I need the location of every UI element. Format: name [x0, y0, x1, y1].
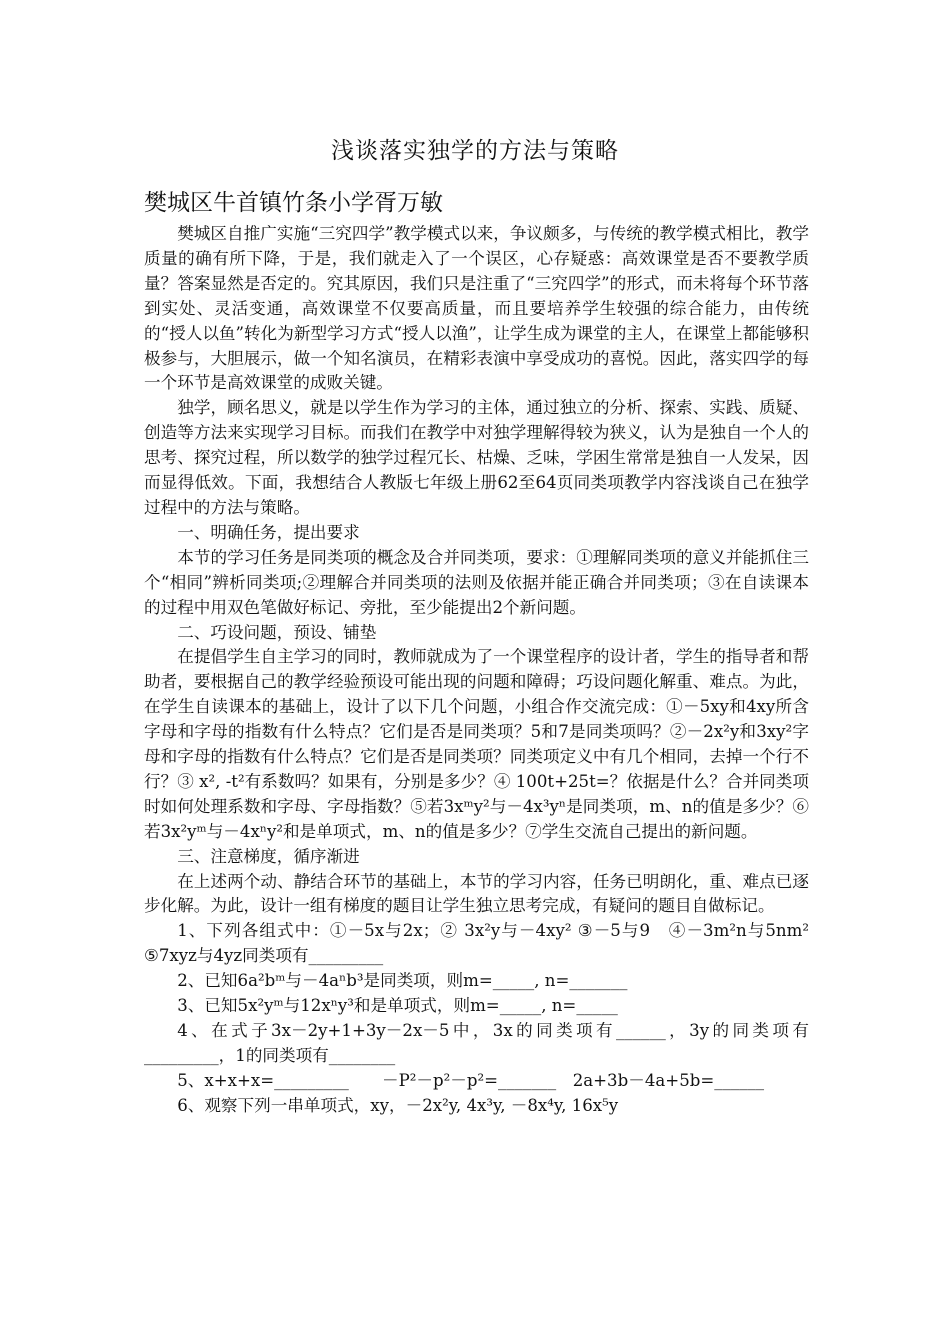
exercise-4: 4、在式子3x－2y+1+3y－2x－5中，3x的同类项有______，3y的同类项有_________，1的同类项有________: [144, 1021, 809, 1065]
author-line: 樊城区牛首镇竹条小学胥万敏: [144, 190, 443, 216]
paragraph-task: 本节的学习任务是同类项的概念及合并同类项，要求：①理解同类项的意义并能抓住三个“相同”辨析同类项;②理解合并同类项的法则及依据并能正确合并同类项；③在自读课本的过程中用双色笔做好标记、旁批，至少能提出2个新问题。: [144, 547, 809, 617]
paragraph-questions: 在提倡学生自主学习的同时，教师就成为了一个课堂程序的设计者，学生的指导者和帮助者，要根据自己的教学经验预设可能出现的问题和障碍；巧设问题化解重、难点。为此，在学生自读课本的基础上，设计了以下几个问题，小组合作交流完成：①－5xy和4xy所含字母和字母的指数有什么特点？它们是否是同类项？5和7是同类项吗？②－2x²y和3xy²字母和字母的指数有什么特点？它们是否是同类项？同类项定义中有几个相同，去掉一个行不行？③ x², -t²有系数吗？如果有，分别是多少？④ 100t+25t=？依据是什么？合并同类项时如何处理系数和字母、字母指数？⑤若3xᵐy²与－4x³yⁿ是同类项，m、n的值是多少？⑥若3x²yᵐ与－4xⁿy²和是单项式，m、n的值是多少？⑦学生交流自己提出的新问题。: [144, 647, 809, 841]
paragraph-intro: 樊城区自推广实施“三究四学”教学模式以来，争议颇多，与传统的教学模式相比，教学质量的确有所下降，于是，我们就走入了一个误区，心存疑惑：高效课堂是否不要教学质量？答案显然是否定的。究其原因，我们只是注重了“三究四学”的形式，而未将每个环节落到实处、灵活变通，高效课堂不仅要高质量，而且要培养学生较强的综合能力，由传统的“授人以鱼”转化为新型学习方式“授人以渔”，让学生成为课堂的主人，在课堂上都能够积极参与，大胆展示，做一个知名演员，在精彩表演中享受成功的喜悦。因此，落实四学的每一个环节是高效课堂的成败关键。: [144, 224, 809, 393]
exercise-1: 1、下列各组式中：①－5x与2x；② 3x²y与－4xy² ③－5与9 ④－3m²n与5nm² ⑤7xyz与4yz同类项有_________: [144, 921, 809, 966]
paragraph-definition: 独学，顾名思义，就是以学生作为学习的主体，通过独立的分析、探索、实践、质疑、创造等方法来实现学习目标。而我们在教学中对独学理解得较为狭义，认为是独自一个人的思考、探究过程，所以数学的独学过程冗长、枯燥、乏味，学困生常常是独自一人发呆，因而显得低效。下面，我想结合人教版七年级上册62至64页同类项教学内容浅谈自己在独学过程中的方法与策略。: [144, 398, 809, 517]
section-heading-3: 三、注意梯度，循序渐进: [177, 846, 360, 866]
document-title: 浅谈落实独学的方法与策略: [331, 138, 619, 164]
exercise-2: 2、已知6a²bᵐ与－4aⁿb³是同类项，则m=_____, n=_______: [177, 971, 628, 991]
exercise-6: 6、观察下列一串单项式，xy，－2x²y, 4x³y, －8x⁴y, 16x⁵y: [177, 1095, 619, 1115]
section-heading-2: 二、巧设问题，预设、铺垫: [177, 622, 377, 642]
exercise-3: 3、已知5x²yᵐ与12xⁿy³和是单项式，则m=_____, n=_____: [177, 996, 618, 1016]
paragraph-gradient: 在上述两个动、静结合环节的基础上，本节的学习内容，任务已明朗化，重、难点已逐步化解。为此，设计一组有梯度的题目让学生独立思考完成，有疑问的题目自做标记。: [144, 871, 809, 916]
exercise-5: 5、x+x+x=_________ －P²－p²－p²=_______ 2a+3b－4a+5b=______: [177, 1070, 765, 1090]
section-heading-1: 一、明确任务，提出要求: [177, 522, 360, 542]
document-body: [144, 222, 809, 1119]
